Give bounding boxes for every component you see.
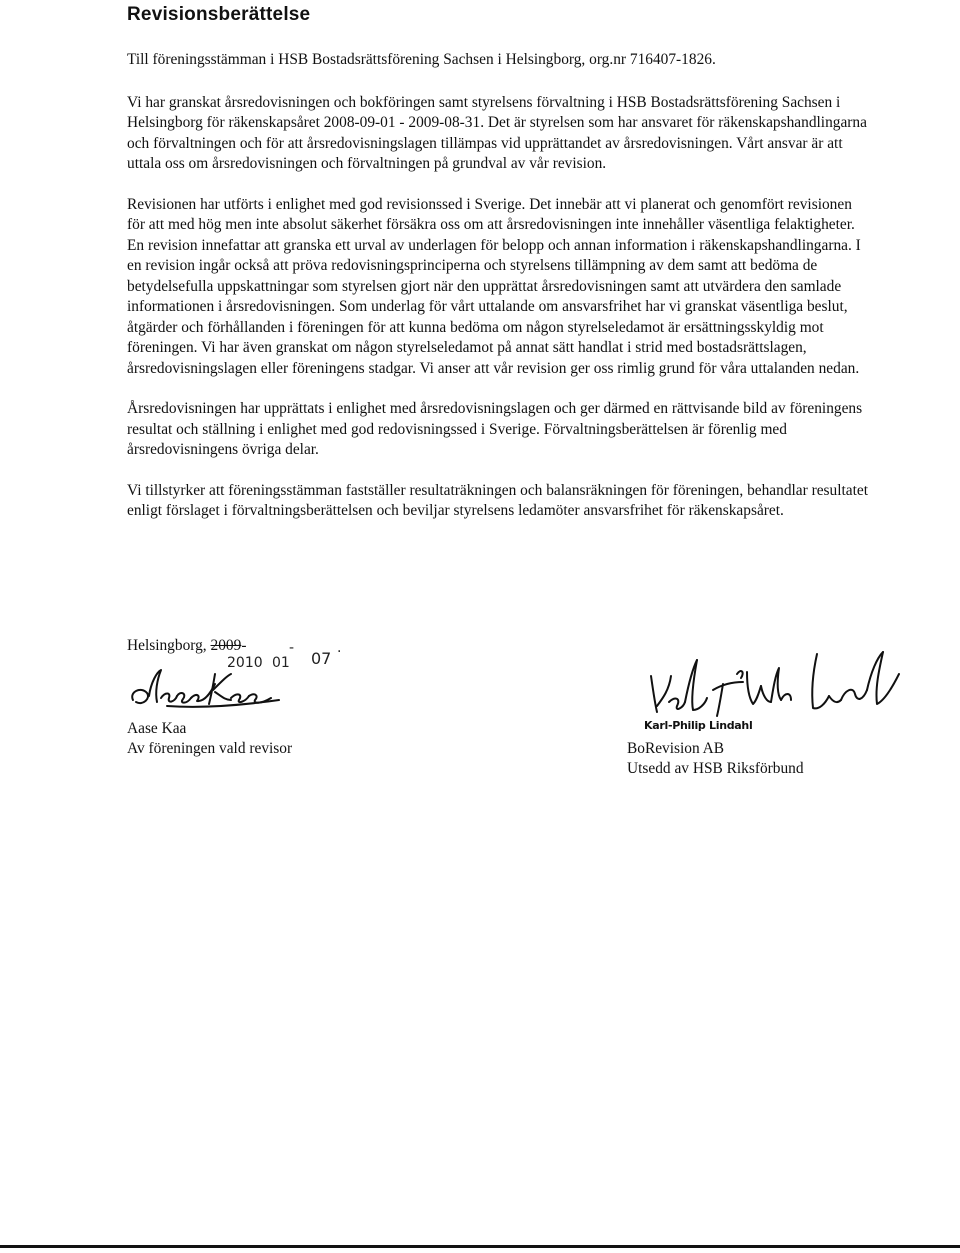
signatory-role-right: Utsedd av HSB Riksförbund — [627, 760, 804, 777]
handwritten-dot: . — [337, 640, 342, 656]
signature-karl-philip-lindahl — [647, 646, 907, 718]
paragraph-opinion: Årsredovisningen har upprättats i enlighet med årsredovisningslagen och ger därmed en rättvisande bild av föreningens resultat och ställning i enlighet med god redovisningssed i Sverige. Förvaltningsberättelsen är förenlig med årsredovisningens övriga delar. — [127, 400, 863, 458]
addressee-line: Till föreningsstämman i HSB Bostadsrättsförening Sachsen i Helsingborg, org.nr 716407-1826. — [127, 51, 716, 68]
signatory-name-left: Aase Kaa — [127, 720, 187, 737]
handwritten-dash: - — [289, 640, 295, 656]
handwritten-month: 01 — [272, 655, 290, 671]
signatory-name-stamp-right: Karl-Philip Lindahl — [644, 719, 753, 732]
document-title: Revisionsberättelse — [127, 4, 311, 25]
handwritten-year: 2010 — [227, 655, 263, 671]
paragraph-recommendation: Vi tillstyrker att föreningsstämman fastställer resultaträkningen och balansräkningen för föreningen, behandlar resultatet enligt förslaget i förvaltningsberättelsen och beviljar styrelsens ledamöter ansvarsfrihet för räkenskapsåret. — [127, 481, 868, 519]
paragraph-scope: Vi har granskat årsredovisningen och bokföringen samt styrelsens förvaltning i HSB Bostadsrättsförening Sachsen i Helsingborg för räkenskapsåret 2008-09-01 - 2009-08-31. Det är styrelsen som har ansvaret för räkenskapshandlingarna och förvaltningen och för att årsredovisningslagen tillämpas vid upprättandet av årsredovisningen. Vårt ansvar är att uttala oss om årsredovisningen och förvaltningen på grundval av vår revision. — [127, 93, 867, 172]
date-separator: - — [241, 637, 247, 654]
signatory-firm-right: BoRevision AB — [627, 740, 725, 757]
place-label: Helsingborg, — [127, 637, 207, 654]
paragraph-method: Revisionen har utförts i enlighet med god revisionssed i Sverige. Det innebär att vi planerat och genomfört revisionen för att med hög men inte absolut säkerhet försäkra oss om att årsredovisningen inte innehåller väsentliga felaktigheter. En revision innefattar att granska ett urval av underlagen för belopp och annan information i räkenskapshandlingarna. I en revision ingår också att pröva redovisningsprinciperna och styrelsens tillämpning av dem samt att bedöma de betydelsefulla uppskattningar som styrelsen gjort när den upprättat årsredovisningen samt att utvärdera den samlade informationen i årsredovisningen. Som underlag för vårt uttalande om ansvarsfrihet har vi granskat väsentliga beslut, åtgärder och förhållanden i föreningen för att kunna bedöma om någon styrelseledamot är ersättningsskyldig mot föreningen. Vi har även granskat om någon styrelseledamot på annat sätt handlat i strid med bostadsrättslagen, årsredovisningslagen eller föreningens stadgar. Vi anser att vår revision ger oss rimlig grund för våra uttalanden nedan. — [127, 195, 861, 377]
signatory-role-left: Av föreningen vald revisor — [127, 740, 293, 757]
struck-date: 2009 — [210, 637, 242, 654]
page-bottom-rule — [0, 1245, 960, 1248]
signature-aase-kaa — [127, 666, 287, 714]
handwritten-day: 07 — [311, 649, 332, 668]
signature-block — [127, 636, 887, 796]
document-body — [127, 50, 872, 542]
